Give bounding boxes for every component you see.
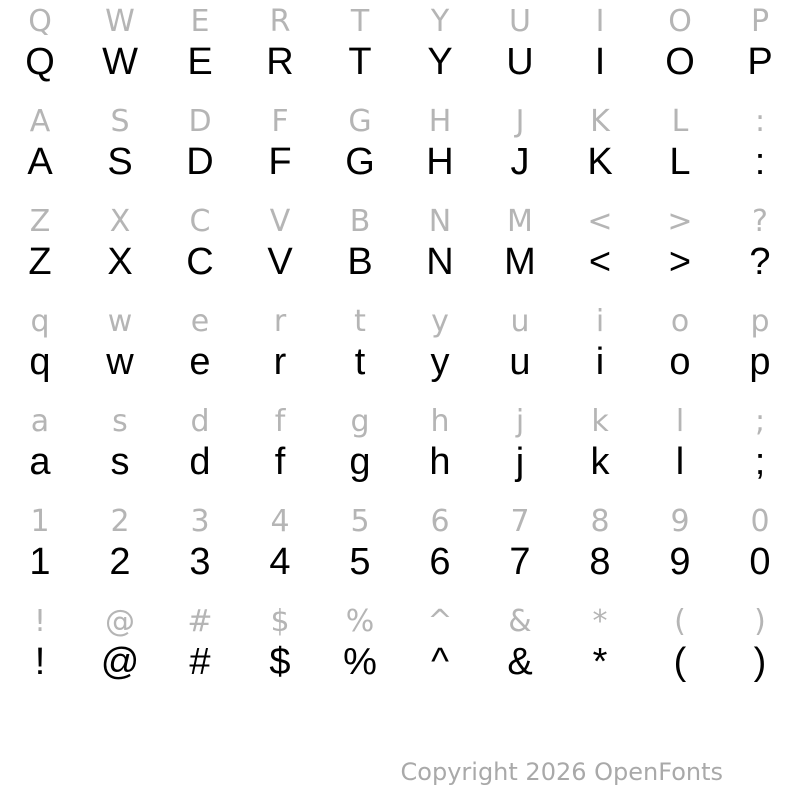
glyph-cell [320, 500, 400, 600]
glyph-cell [80, 500, 160, 600]
glyph-muted-sample: % [345, 604, 375, 639]
glyph-muted-sample: ? [752, 204, 768, 239]
glyph-cell [720, 600, 800, 700]
glyph-muted-sample: u [510, 304, 530, 339]
glyph-muted-sample: > [667, 204, 693, 239]
glyph-muted-sample: P [750, 4, 770, 39]
glyph-primary-sample: ; [754, 441, 766, 483]
glyph-muted-sample: 1 [30, 504, 50, 539]
glyph-primary-sample: Y [427, 41, 453, 83]
glyph-cell [720, 100, 800, 200]
glyph-primary-sample: D [186, 141, 214, 183]
glyph-primary-sample: r [273, 341, 287, 383]
glyph-primary-sample: E [187, 41, 213, 83]
glyph-primary-sample: s [110, 441, 130, 483]
glyph-cell [0, 0, 80, 100]
glyph-primary-sample: I [594, 41, 606, 83]
glyph-muted-sample: B [349, 204, 371, 239]
glyph-primary-sample: O [665, 41, 695, 83]
glyph-muted-sample: @ [105, 604, 135, 639]
glyph-primary-sample: S [107, 141, 133, 183]
glyph-muted-sample: S [110, 104, 130, 139]
glyph-muted-sample: 3 [190, 504, 210, 539]
glyph-primary-sample: $ [269, 641, 291, 683]
glyph-muted-sample: < [587, 204, 613, 239]
glyph-muted-sample: l [675, 404, 685, 439]
glyph-primary-sample: y [430, 341, 450, 383]
glyph-cell [80, 0, 160, 100]
glyph-muted-sample: E [190, 4, 210, 39]
glyph-primary-sample: ! [34, 641, 46, 683]
glyph-muted-sample: 5 [350, 504, 370, 539]
glyph-cell [400, 600, 480, 700]
glyph-primary-sample: B [347, 241, 373, 283]
glyph-primary-sample: o [669, 341, 691, 383]
glyph-cell [160, 600, 240, 700]
glyph-muted-sample: w [107, 304, 133, 339]
glyph-primary-sample: X [107, 241, 133, 283]
glyph-primary-sample: Q [25, 41, 55, 83]
glyph-muted-sample: 0 [750, 504, 770, 539]
glyph-primary-sample: q [29, 341, 51, 383]
glyph-row [0, 200, 800, 300]
glyph-muted-sample: C [189, 204, 211, 239]
glyph-muted-sample: j [515, 404, 525, 439]
glyph-muted-sample: : [754, 104, 766, 139]
glyph-muted-sample: 9 [670, 504, 690, 539]
glyph-muted-sample: f [274, 404, 286, 439]
glyph-primary-sample: t [354, 341, 366, 383]
glyph-muted-sample: G [348, 104, 372, 139]
glyph-muted-sample: H [428, 104, 452, 139]
glyph-muted-sample: p [750, 304, 770, 339]
glyph-primary-sample: L [669, 141, 691, 183]
glyph-cell [80, 100, 160, 200]
glyph-primary-sample: > [668, 241, 692, 283]
glyph-cell [720, 400, 800, 500]
glyph-primary-sample: i [595, 341, 605, 383]
glyph-cell [160, 100, 240, 200]
glyph-row [0, 0, 800, 100]
glyph-muted-sample: * [592, 604, 608, 639]
glyph-primary-sample: A [27, 141, 53, 183]
glyph-muted-sample: F [271, 104, 289, 139]
glyph-cell [80, 400, 160, 500]
glyph-cell [240, 100, 320, 200]
glyph-cell [240, 200, 320, 300]
glyph-cell [160, 400, 240, 500]
glyph-muted-sample: g [350, 404, 370, 439]
glyph-cell [320, 300, 400, 400]
glyph-cell [480, 100, 560, 200]
glyph-primary-sample: 3 [189, 541, 211, 583]
glyph-cell [640, 500, 720, 600]
glyph-cell [560, 500, 640, 600]
glyph-cell [480, 600, 560, 700]
glyph-primary-sample: C [186, 241, 214, 283]
glyph-primary-sample: f [274, 441, 286, 483]
glyph-cell [0, 400, 80, 500]
glyph-primary-sample: j [515, 441, 525, 483]
glyph-muted-sample: M [507, 204, 533, 239]
glyph-cell [720, 300, 800, 400]
glyph-primary-sample: u [509, 341, 531, 383]
glyph-primary-sample: g [349, 441, 371, 483]
glyph-cell [240, 0, 320, 100]
glyph-muted-sample: T [350, 4, 370, 39]
glyph-primary-sample: 4 [269, 541, 291, 583]
glyph-row [0, 500, 800, 600]
glyph-muted-sample: Q [28, 4, 52, 39]
glyph-cell [400, 200, 480, 300]
glyph-row [0, 400, 800, 500]
glyph-muted-sample: Y [430, 4, 450, 39]
glyph-primary-sample: 2 [109, 541, 131, 583]
glyph-muted-sample: ; [754, 404, 766, 439]
glyph-primary-sample: V [267, 241, 293, 283]
glyph-muted-sample: s [112, 404, 128, 439]
glyph-muted-sample: R [269, 4, 291, 39]
glyph-muted-sample: O [668, 4, 692, 39]
glyph-primary-sample: ) [753, 641, 767, 683]
glyph-cell [320, 600, 400, 700]
glyph-primary-sample: U [506, 41, 534, 83]
glyph-cell [640, 300, 720, 400]
glyph-cell [160, 200, 240, 300]
glyph-row [0, 300, 800, 400]
glyph-muted-sample: d [190, 404, 210, 439]
glyph-cell [720, 200, 800, 300]
glyph-primary-sample: H [426, 141, 454, 183]
glyph-primary-sample: T [348, 41, 372, 83]
glyph-muted-sample: a [30, 404, 50, 439]
glyph-muted-sample: i [595, 304, 605, 339]
glyph-primary-sample: h [429, 441, 451, 483]
glyph-muted-sample: q [30, 304, 50, 339]
glyph-muted-sample: y [431, 304, 449, 339]
glyph-primary-sample: K [587, 141, 613, 183]
glyph-cell [320, 0, 400, 100]
glyph-cell [560, 200, 640, 300]
glyph-muted-sample: N [428, 204, 452, 239]
glyph-cell [0, 500, 80, 600]
glyph-primary-sample: k [590, 441, 610, 483]
glyph-primary-sample: 5 [349, 541, 371, 583]
glyph-cell [0, 100, 80, 200]
glyph-muted-sample: J [515, 104, 525, 139]
glyph-cell [640, 0, 720, 100]
glyph-cell [0, 200, 80, 300]
glyph-muted-sample: L [671, 104, 689, 139]
glyph-muted-sample: V [269, 204, 291, 239]
glyph-cell [480, 0, 560, 100]
glyph-muted-sample: e [190, 304, 210, 339]
glyph-primary-sample: 0 [749, 541, 771, 583]
glyph-cell [400, 0, 480, 100]
glyph-muted-sample: o [670, 304, 690, 339]
glyph-primary-sample: @ [100, 641, 140, 683]
glyph-cell [640, 100, 720, 200]
glyph-cell [80, 200, 160, 300]
glyph-primary-sample: l [675, 441, 685, 483]
glyph-cell [400, 400, 480, 500]
glyph-cell [160, 300, 240, 400]
glyph-muted-sample: A [29, 104, 51, 139]
glyph-muted-sample: h [430, 404, 450, 439]
glyph-primary-sample: 9 [669, 541, 691, 583]
glyph-primary-sample: 8 [589, 541, 611, 583]
glyph-cell [80, 300, 160, 400]
glyph-cell [400, 300, 480, 400]
glyph-muted-sample: r [273, 304, 287, 339]
glyph-cell [320, 100, 400, 200]
glyph-muted-sample: X [109, 204, 131, 239]
glyph-cell [480, 200, 560, 300]
glyph-primary-sample: F [268, 141, 292, 183]
glyph-muted-sample: ^ [427, 604, 453, 639]
glyph-cell [160, 500, 240, 600]
glyph-primary-sample: M [504, 241, 536, 283]
glyph-primary-sample: 7 [509, 541, 531, 583]
glyph-primary-sample: # [189, 641, 211, 683]
glyph-primary-sample: 1 [29, 541, 51, 583]
glyph-primary-sample: R [266, 41, 294, 83]
glyph-muted-sample: U [509, 4, 531, 39]
glyph-primary-sample: N [426, 241, 454, 283]
glyph-muted-sample: 2 [110, 504, 130, 539]
glyph-cell [400, 100, 480, 200]
glyph-cell [160, 0, 240, 100]
glyph-cell [480, 300, 560, 400]
glyph-cell [720, 500, 800, 600]
glyph-muted-sample: K [590, 104, 610, 139]
glyph-muted-sample: W [105, 4, 135, 39]
glyph-cell [560, 400, 640, 500]
glyph-primary-sample: d [189, 441, 211, 483]
glyph-primary-sample: % [343, 641, 377, 683]
glyph-muted-sample: D [188, 104, 212, 139]
glyph-muted-sample: t [354, 304, 366, 339]
glyph-cell [240, 500, 320, 600]
glyph-primary-sample: J [510, 141, 530, 183]
glyph-row [0, 600, 800, 700]
glyph-primary-sample: ^ [431, 641, 449, 683]
glyph-primary-sample: W [102, 41, 138, 83]
glyph-primary-sample: * [592, 641, 608, 683]
glyph-muted-sample: ! [33, 604, 47, 639]
glyph-cell [640, 200, 720, 300]
glyph-primary-sample: p [749, 341, 771, 383]
glyph-cell [320, 400, 400, 500]
copyright-text: Copyright 2026 OpenFonts [400, 758, 723, 786]
glyph-cell [480, 500, 560, 600]
glyph-primary-sample: Z [28, 241, 52, 283]
glyph-muted-sample: k [591, 404, 609, 439]
glyph-muted-sample: ) [754, 604, 766, 639]
glyph-cell [0, 600, 80, 700]
glyph-cell [640, 600, 720, 700]
glyph-cell [480, 400, 560, 500]
glyph-primary-sample: 6 [429, 541, 451, 583]
glyph-primary-sample: P [747, 41, 773, 83]
glyph-cell [400, 500, 480, 600]
glyph-muted-sample: $ [270, 604, 290, 639]
glyph-muted-sample: 6 [430, 504, 450, 539]
glyph-primary-sample: a [29, 441, 51, 483]
glyph-primary-sample: ? [749, 241, 771, 283]
glyph-muted-sample: & [508, 604, 532, 639]
glyph-primary-sample: e [189, 341, 211, 383]
glyph-cell [720, 0, 800, 100]
glyph-muted-sample: # [187, 604, 213, 639]
glyph-muted-sample: Z [29, 204, 51, 239]
glyph-primary-sample: : [754, 141, 766, 183]
glyph-muted-sample: I [595, 4, 605, 39]
glyph-primary-sample: G [345, 141, 375, 183]
glyph-cell [320, 200, 400, 300]
glyph-cell [560, 300, 640, 400]
glyph-primary-sample: & [507, 641, 533, 683]
glyph-cell [560, 100, 640, 200]
glyph-cell [240, 600, 320, 700]
glyph-primary-sample: w [106, 341, 134, 383]
glyph-row [0, 100, 800, 200]
glyph-muted-sample: 8 [590, 504, 610, 539]
glyph-primary-sample: ( [673, 641, 687, 683]
glyph-cell [560, 0, 640, 100]
glyph-cell [240, 300, 320, 400]
glyph-cell [80, 600, 160, 700]
glyph-cell [640, 400, 720, 500]
glyph-muted-sample: 4 [270, 504, 290, 539]
glyph-cell [240, 400, 320, 500]
glyph-cell [560, 600, 640, 700]
glyph-muted-sample: ( [674, 604, 686, 639]
glyph-cell [0, 300, 80, 400]
glyph-muted-sample: 7 [510, 504, 530, 539]
glyph-primary-sample: < [588, 241, 612, 283]
